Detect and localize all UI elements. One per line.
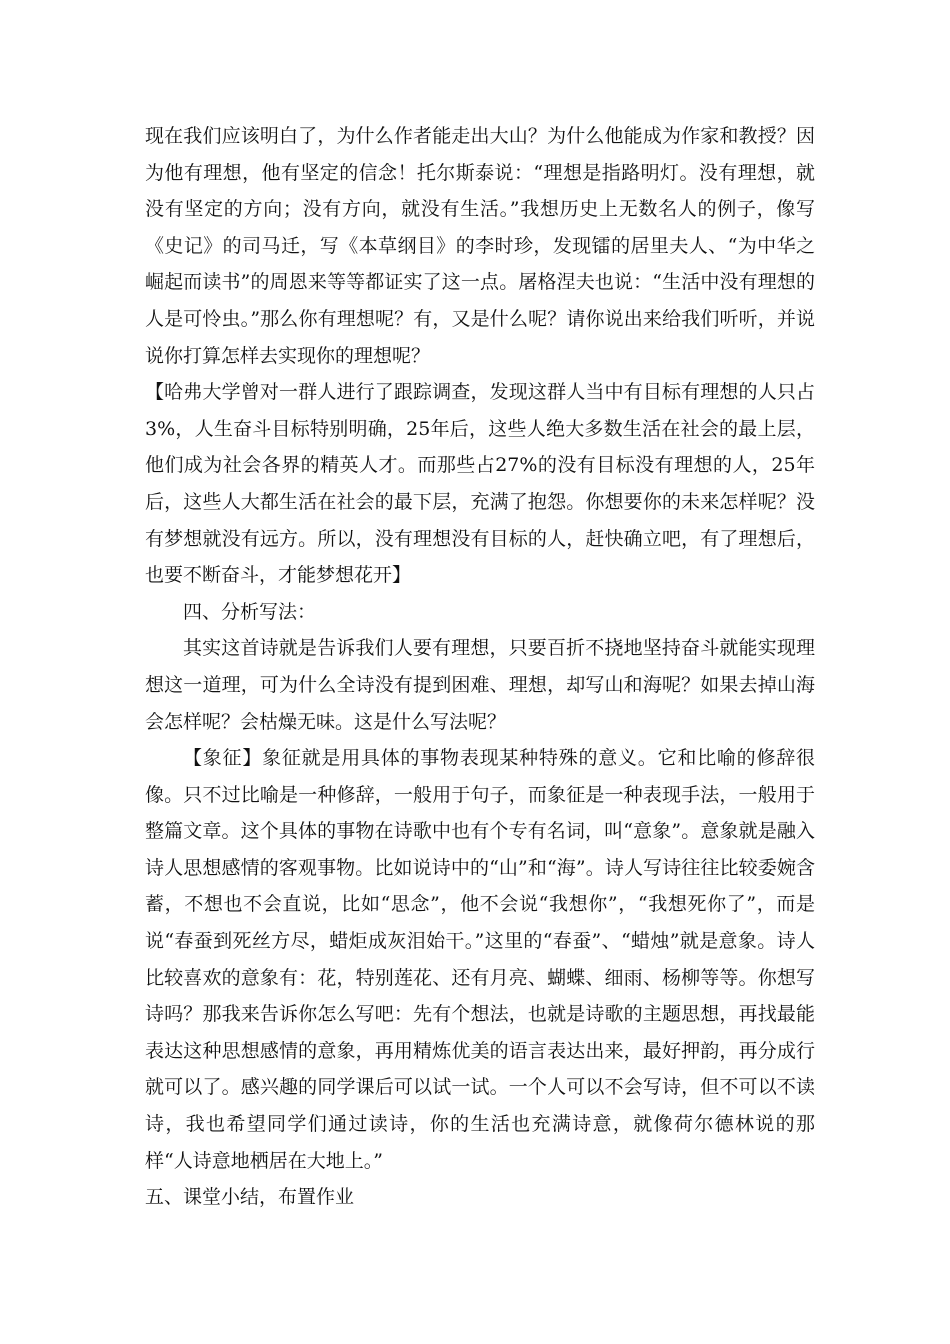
paragraph-harvard-study: 【哈弗大学曾对一群人进行了跟踪调查，发现这群人当中有目标有理想的人只占3%，人生奋斗目标特别明确，25年后，这些人绝大多数生活在社会的最上层，他们成为社会各界的精英人才。而那些占27%的没有目标没有理想的人，25年后，这些人大都生活在社会的最下层，充满了抱怨。你想要你的未来怎样呢？没有梦想就没有远方。所以，没有理想没有目标的人，赶快确立吧，有了理想后，也要不断奋斗，才能梦想花开】 xyxy=(145,381,815,587)
section-heading-analysis: 四、分析写法： xyxy=(183,600,317,623)
paragraph-ideal-discussion: 现在我们应该明白了，为什么作者能走出大山？为什么他能成为作家和教授？因为他有理想，他有坚定的信念！托尔斯泰说：“理想是指路明灯。没有理想，就没有坚定的方向；没有方向，就没有生活。”我想历史上无数名人的例子，像写《史记》的司马迁，写《本草纲目》的李时珍，发现镭的居里夫人、“为中华之崛起而读书”的周恩来等等都证实了这一点。屠格涅夫也说：“生活中没有理想的人是可怜虫。”那么你有理想呢？有，又是什么呢？请你说出来给我们听听，并说说你打算怎样去实现你的理想呢？ xyxy=(145,125,815,367)
section-heading-summary: 五、课堂小结，布置作业 xyxy=(145,1186,355,1209)
document-body xyxy=(145,118,815,1216)
paragraph-writing-method: 其实这首诗就是告诉我们人要有理想，只要百折不挠地坚持奋斗就能实现理想这一道理，可为什么全诗没有提到困难、理想，却写山和海呢？如果去掉山海会怎样呢？会枯燥无味。这是什么写法呢？ xyxy=(145,637,815,733)
paragraph-symbolism: 【象征】象征就是用具体的事物表现某种特殊的意义。它和比喻的修辞很像。只不过比喻是一种修辞，一般用于句子，而象征是一种表现手法，一般用于整篇文章。这个具体的事物在诗歌中也有个专有名词，叫“意象”。意象就是融入诗人思想感情的客观事物。比如说诗中的“山”和“海”。诗人写诗往往比较委婉含蓄，不想也不会直说，比如“思念”，他不会说“我想你”，“我想死你了”，而是说“春蚕到死丝方尽，蜡炬成灰泪始干。”这里的“春蚕”、“蜡烛”就是意象。诗人比较喜欢的意象有：花，特别莲花、还有月亮、蝴蝶、细雨、杨柳等等。你想写诗吗？那我来告诉你怎么写吧：先有个想法，也就是诗歌的主题思想，再找最能表达这种思想感情的意象，再用精炼优美的语言表达出来，最好押韵，再分成行就可以了。感兴趣的同学课后可以试一试。一个人可以不会写诗，但不可以不读诗，我也希望同学们通过读诗，你的生活也充满诗意，就像荷尔德林说的那样“人诗意地栖居在大地上。” xyxy=(145,747,815,1172)
